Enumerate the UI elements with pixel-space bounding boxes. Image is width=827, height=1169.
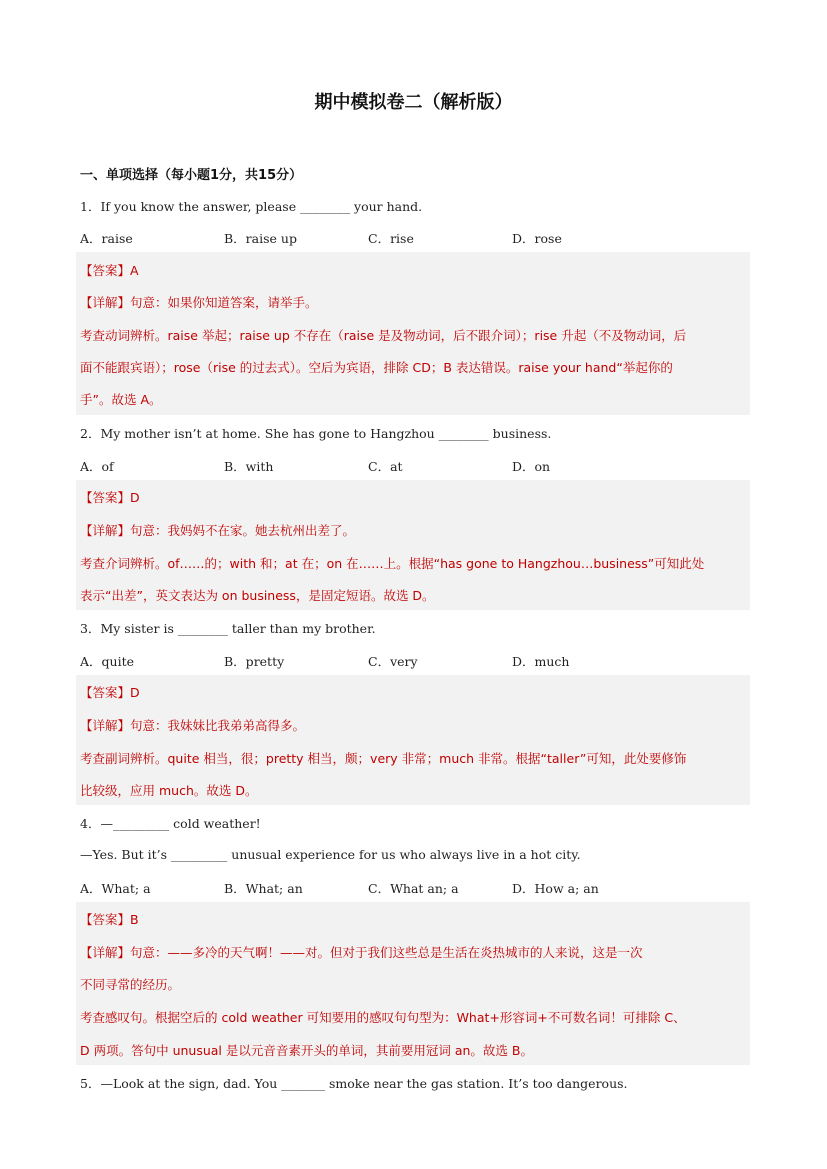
question-4-explanation-line-1: 考查感叹句。根据空后的 cold weather 可知要用的感叹句句型为：What+形容词+不可数名词！可排除 C、	[80, 1010, 686, 1025]
question-4-stem: 4．—_________ cold weather!	[80, 816, 261, 831]
question-1-explanation-line-3: 手”。故选 A。	[80, 392, 162, 407]
question-4-option-d: D．How a; an	[512, 881, 599, 896]
question-3-stem: 3．My sister is ________ taller than my brother.	[80, 621, 376, 636]
question-1-explanation-line-2: 面不能跟宾语）；rose（rise 的过去式）。空后为宾语，排除 CD；B 表达错误。raise your hand“举起你的	[80, 360, 673, 375]
question-1-option-c: C．rise	[368, 231, 414, 246]
question-4-answer: 【答案】B	[80, 912, 139, 927]
question-2-explanation-line-2: 表示“出差”，英文表达为 on business，是固定短语。故选 D。	[80, 588, 435, 603]
question-1-detail: 【详解】句意：如果你知道答案，请举手。	[80, 295, 318, 310]
question-3-detail: 【详解】句意：我妹妹比我弟弟高得多。	[80, 718, 306, 733]
question-2-option-b: B．with	[224, 459, 274, 474]
question-2-answer: 【答案】D	[80, 490, 140, 505]
question-4-explanation-line-2: D 两项。答句中 unusual 是以元音音素开头的单词，其前要用冠词 an。故选 B。	[80, 1043, 533, 1058]
question-4-option-c: C．What an; a	[368, 881, 459, 896]
question-2-option-a: A．of	[80, 459, 114, 474]
question-3-option-d: D．much	[512, 654, 570, 669]
question-5-stem: 5．—Look at the sign, dad. You _______ smoke near the gas station. It’s too dangerous.	[80, 1076, 628, 1091]
question-3-answer: 【答案】D	[80, 685, 140, 700]
question-1-answer: 【答案】A	[80, 263, 139, 278]
question-1-option-b: B．raise up	[224, 231, 297, 246]
question-3-option-c: C．very	[368, 654, 418, 669]
question-3-explanation-line-1: 考查副词辨析。quite 相当，很；pretty 相当，颇；very 非常；much 非常。根据“taller”可知，此处要修饰	[80, 751, 687, 766]
question-2-stem: 2．My mother isn’t at home. She has gone to Hangzhou ________ business.	[80, 426, 552, 441]
question-4-option-a: A．What; a	[80, 881, 151, 896]
question-1-option-a: A．raise	[80, 231, 133, 246]
question-3-explanation-line-2: 比较级，应用 much。故选 D。	[80, 783, 258, 798]
question-4-stem-reply: —Yes. But it’s _________ unusual experience for us who always live in a hot city.	[80, 847, 581, 862]
question-2-option-c: C．at	[368, 459, 403, 474]
question-2-explanation-line-1: 考查介词辨析。of……的；with 和；at 在；on 在……上。根据“has gone to Hangzhou…business”可知此处	[80, 556, 705, 571]
question-2-option-d: D．on	[512, 459, 551, 474]
question-2-detail: 【详解】句意：我妈妈不在家。她去杭州出差了。	[80, 523, 356, 538]
question-1-stem: 1．If you know the answer, please ________ your hand.	[80, 199, 423, 214]
question-1-option-d: D．rose	[512, 231, 562, 246]
page-title: 期中模拟卷二（解析版）	[314, 92, 513, 113]
section-heading: 一、单项选择（每小题1分，共15分）	[80, 168, 303, 183]
question-1-explanation-line-1: 考查动词辨析。raise 举起；raise up 不存在（raise 是及物动词，后不跟介词）；rise 升起（不及物动词，后	[80, 328, 687, 343]
question-4-option-b: B．What; an	[224, 881, 303, 896]
question-3-option-a: A．quite	[80, 654, 134, 669]
question-4-detail-line-1: 【详解】句意：——多冷的天气啊！——对。但对于我们这些总是生活在炎热城市的人来说，这是一次	[80, 945, 643, 960]
question-3-option-b: B．pretty	[224, 654, 285, 669]
question-4-detail-line-2: 不同寻常的经历。	[80, 977, 181, 992]
